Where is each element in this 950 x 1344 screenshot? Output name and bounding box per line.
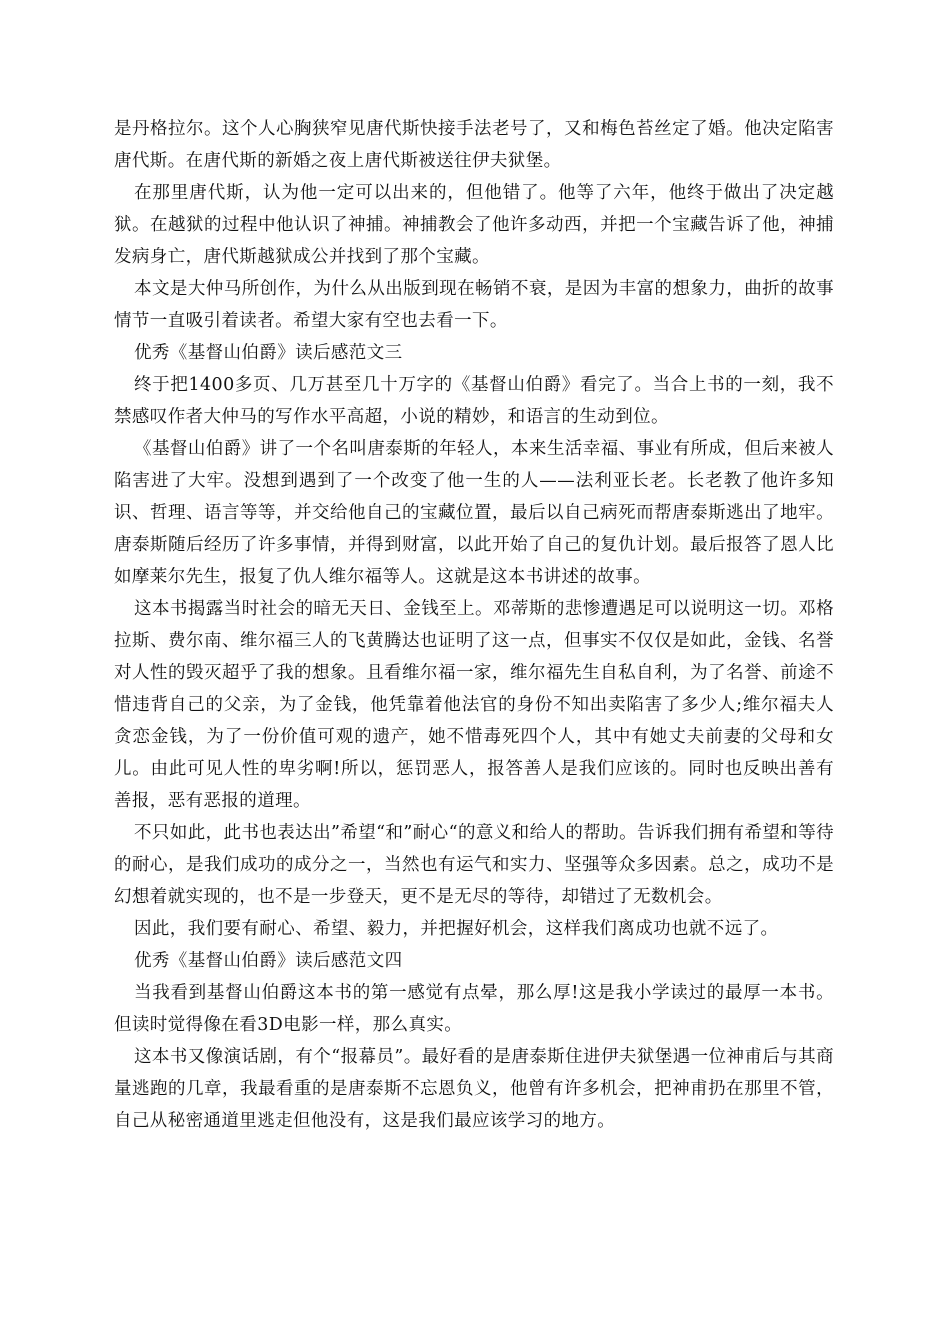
document-body <box>114 113 834 1137</box>
paragraph: 这本书又像演话剧，有个“报幕员”。最好看的是唐泰斯住进伊夫狱堡遇一位神甫后与其商量逃跑的几章，我最看重的是唐泰斯不忘恩负义，他曾有许多机会，把神甫扔在那里不管，自己从秘密通道里逃走但他没有，这是我们最应该学习的地方。 <box>114 1047 834 1131</box>
paragraph-continuation: 是丹格拉尔。这个人心胸狭窄见唐代斯快接手法老号了，又和梅色苔丝定了婚。他决定陷害唐代斯。在唐代斯的新婚之夜上唐代斯被送往伊夫狱堡。 <box>114 119 834 171</box>
paragraph: 《基督山伯爵》讲了一个名叫唐泰斯的年轻人，本来生活幸福、事业有所成，但后来被人陷害进了大牢。没想到遇到了一个改变了他一生的人——法利亚长老。长老教了他许多知识、哲理、语言等等，并交给他自己的宝藏位置，最后以自己病死而帮唐泰斯逃出了地牢。唐泰斯随后经历了许多事情，并得到财富，以此开始了自己的复仇计划。最后报答了恩人比如摩莱尔先生，报复了仇人维尔福等人。这就是这本书讲述的故事。 <box>114 439 834 587</box>
paragraph: 在那里唐代斯，认为他一定可以出来的，但他错了。他等了六年，他终于做出了决定越狱。在越狱的过程中他认识了神捕。神捕教会了他许多动西，并把一个宝藏告诉了他，神捕发病身亡，唐代斯越狱成公并找到了那个宝藏。 <box>114 183 834 267</box>
paragraph: 这本书揭露当时社会的暗无天日、金钱至上。邓蒂斯的悲惨遭遇足可以说明这一切。邓格拉斯、费尔南、维尔福三人的飞黄腾达也证明了这一点，但事实不仅仅是如此，金钱、名誉对人性的毁灭超乎了我的想象。且看维尔福一家，维尔福先生自私自利，为了名誉、前途不惜违背自己的父亲，为了金钱，他凭靠着他法官的身份不知出卖陷害了多少人;维尔福夫人贪恋金钱，为了一份价值可观的遗产，她不惜毒死四个人，其中有她丈夫前妻的父母和女儿。由此可见人性的卑劣啊!所以，惩罚恶人，报答善人是我们应该的。同时也反映出善有善报，恶有恶报的道理。 <box>114 599 834 811</box>
paragraph: 本文是大仲马所创作，为什么从出版到现在畅销不衰，是因为丰富的想象力，曲折的故事情节一直吸引着读者。希望大家有空也去看一下。 <box>114 279 834 331</box>
section-heading-4: 优秀《基督山伯爵》读后感范文四 <box>134 951 403 971</box>
paragraph: 当我看到基督山伯爵这本书的第一感觉有点晕，那么厚!这是我小学读过的最厚一本书。但读时觉得像在看3D电影一样，那么真实。 <box>114 983 834 1035</box>
paragraph: 终于把1400多页、几万甚至几十万字的《基督山伯爵》看完了。当合上书的一刻，我不禁感叹作者大仲马的写作水平高超，小说的精妙，和语言的生动到位。 <box>114 375 834 427</box>
section-heading-3: 优秀《基督山伯爵》读后感范文三 <box>134 343 403 363</box>
paragraph: 因此，我们要有耐心、希望、毅力，并把握好机会，这样我们离成功也就不远了。 <box>134 919 779 939</box>
paragraph: 不只如此，此书也表达出”希望“和”耐心“的意义和给人的帮助。告诉我们拥有希望和等待的耐心，是我们成功的成分之一，当然也有运气和实力、坚强等众多因素。总之，成功不是幻想着就实现的，也不是一步登天，更不是无尽的等待，却错过了无数机会。 <box>114 823 834 907</box>
